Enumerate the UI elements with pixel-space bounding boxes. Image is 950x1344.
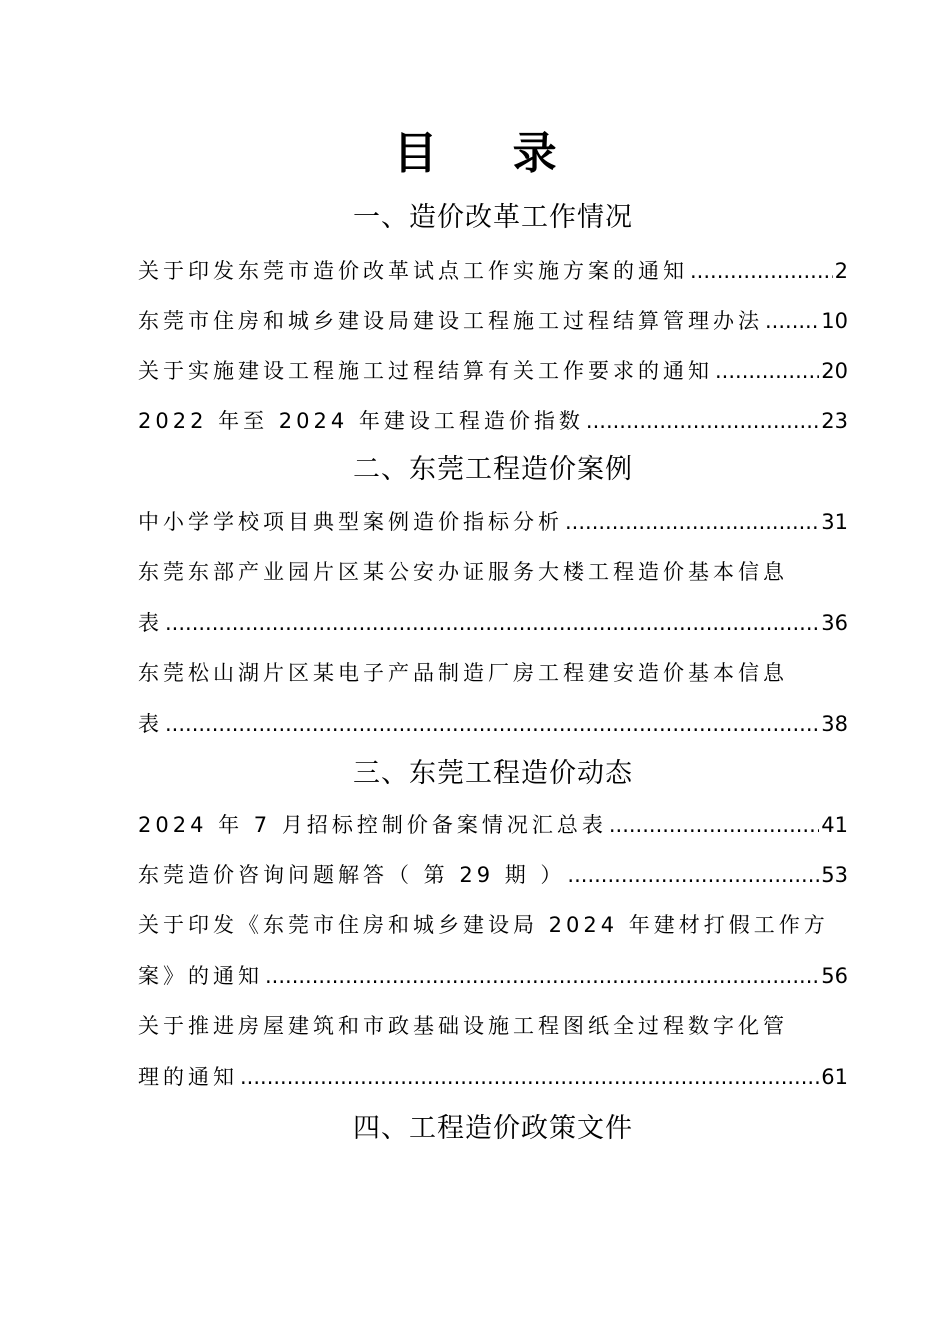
toc-entry[interactable] bbox=[138, 306, 848, 336]
toc-entry-page: 41 bbox=[821, 813, 848, 837]
toc-entry[interactable] bbox=[138, 860, 848, 890]
toc-entry-multiline[interactable] bbox=[138, 1011, 848, 1092]
toc-entry-text: 东莞造价咨询问题解答（ 第 29 期 ） bbox=[138, 863, 566, 887]
toc-entry-page: 2 bbox=[834, 259, 848, 283]
dot-leader bbox=[165, 608, 819, 638]
toc-entry[interactable] bbox=[138, 507, 848, 537]
toc-entry-text-line1: 关于印发《东莞市住房和城乡建设局 2024 年建材打假工作方 bbox=[138, 913, 829, 937]
dot-leader bbox=[240, 1062, 819, 1092]
section-heading-4: 四、工程造价政策文件 bbox=[353, 1113, 633, 1144]
toc-entry-page: 38 bbox=[821, 712, 848, 736]
toc-entry[interactable] bbox=[138, 356, 848, 386]
toc-entry-page: 56 bbox=[821, 964, 848, 988]
toc-entry-text-line1: 关于推进房屋建筑和市政基础设施工程图纸全过程数字化管 bbox=[138, 1014, 788, 1038]
toc-entry-text: 关于印发东莞市造价改革试点工作实施方案的通知 bbox=[138, 259, 688, 283]
toc-entry-text: 表 bbox=[138, 712, 163, 736]
toc-entry-text: 中小学学校项目典型案例造价指标分析 bbox=[138, 510, 563, 534]
toc-entry[interactable] bbox=[138, 810, 848, 840]
dot-leader bbox=[609, 810, 819, 840]
toc-entry-text-line1: 东莞东部产业园片区某公安办证服务大楼工程造价基本信息 bbox=[138, 560, 788, 584]
toc-entry-multiline[interactable] bbox=[138, 658, 848, 739]
toc-entry-text: 表 bbox=[138, 611, 163, 635]
toc-entry-text: 东莞市住房和城乡建设局建设工程施工过程结算管理办法 bbox=[138, 309, 763, 333]
dot-leader bbox=[586, 406, 819, 436]
toc-entry-text: 案》的通知 bbox=[138, 964, 263, 988]
toc-entry-multiline[interactable] bbox=[138, 557, 848, 638]
section-heading-1: 一、造价改革工作情况 bbox=[353, 202, 633, 233]
toc-entry-text: 理的通知 bbox=[138, 1065, 238, 1089]
dot-leader bbox=[690, 256, 833, 286]
toc-entry-page: 31 bbox=[821, 510, 848, 534]
toc-entry-multiline[interactable] bbox=[138, 910, 848, 991]
toc-entry[interactable] bbox=[138, 256, 848, 286]
dot-leader bbox=[565, 507, 819, 537]
dot-leader bbox=[715, 356, 819, 386]
toc-entry-text: 2022 年至 2024 年建设工程造价指数 bbox=[138, 409, 584, 433]
toc-entry[interactable] bbox=[138, 406, 848, 436]
toc-entry-text: 2024 年 7 月招标控制价备案情况汇总表 bbox=[138, 813, 607, 837]
toc-entry-page: 36 bbox=[821, 611, 848, 635]
toc-entry-text: 关于实施建设工程施工过程结算有关工作要求的通知 bbox=[138, 359, 713, 383]
section-heading-2: 二、东莞工程造价案例 bbox=[353, 454, 633, 485]
section-heading-3: 三、东莞工程造价动态 bbox=[353, 758, 633, 789]
toc-entry-page: 61 bbox=[821, 1065, 848, 1089]
dot-leader bbox=[165, 709, 819, 739]
toc-entry-page: 20 bbox=[821, 359, 848, 383]
toc-title: 目 录 bbox=[393, 128, 587, 179]
toc-entry-text-line1: 东莞松山湖片区某电子产品制造厂房工程建安造价基本信息 bbox=[138, 661, 788, 685]
toc-entry-page: 10 bbox=[821, 309, 848, 333]
dot-leader bbox=[567, 860, 819, 890]
dot-leader bbox=[765, 306, 819, 336]
toc-entry-page: 53 bbox=[821, 863, 848, 887]
dot-leader bbox=[265, 961, 819, 991]
toc-entry-page: 23 bbox=[821, 409, 848, 433]
